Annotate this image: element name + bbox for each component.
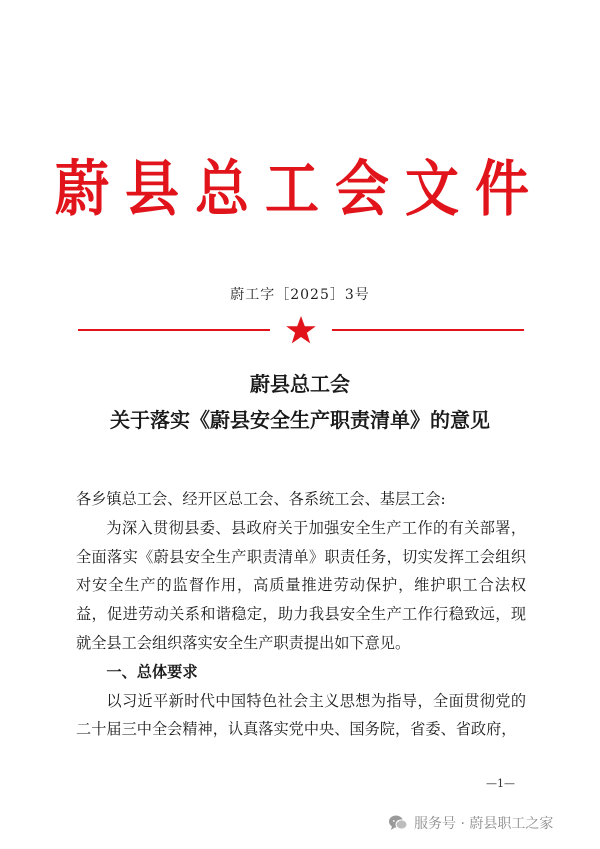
addressee-line: 各乡镇总工会、经开区总工会、各系统工会、基层工会: bbox=[76, 490, 446, 508]
divider-line-right bbox=[332, 329, 524, 331]
page-number: —1— bbox=[486, 777, 515, 790]
document-body bbox=[76, 485, 526, 744]
red-star-icon bbox=[285, 315, 317, 345]
document-title-line1: 蔚县总工会 bbox=[250, 372, 350, 396]
body-paragraph-1: 为深入贯彻县委、县政府关于加强安全生产工作的有关部署，全面落实《蔚县安全生产职责清单》职责任务，切实发挥工会组织对安全生产的监督作用，高质量推进劳动保护，维护职工合法权益，促进劳动关系和谐稳定，助力我县安全生产工作行稳致远，现就全县工会组织落实安全生产职责提出如下意见。 bbox=[76, 518, 526, 652]
section-heading-1: 一、总体要求 bbox=[106, 662, 198, 681]
watermark bbox=[388, 812, 553, 834]
watermark-text: 服务号 · 蔚县职工之家 bbox=[414, 816, 554, 832]
wechat-service-icon bbox=[388, 814, 408, 832]
document-masthead: 蔚县总工会文件 bbox=[55, 152, 545, 224]
body-paragraph-2: 以习近平新时代中国特色社会主义思想为指导，全面贯彻党的二十届三中全会精神，认真落实党中央、国务院，省委、省政府， bbox=[76, 691, 526, 739]
document-title-line2: 关于落实《蔚县安全生产职责清单》的意见 bbox=[110, 408, 490, 432]
divider-line-left bbox=[78, 329, 270, 331]
document-number: 蔚工字［2025］3号 bbox=[230, 287, 370, 303]
red-divider bbox=[78, 315, 524, 345]
